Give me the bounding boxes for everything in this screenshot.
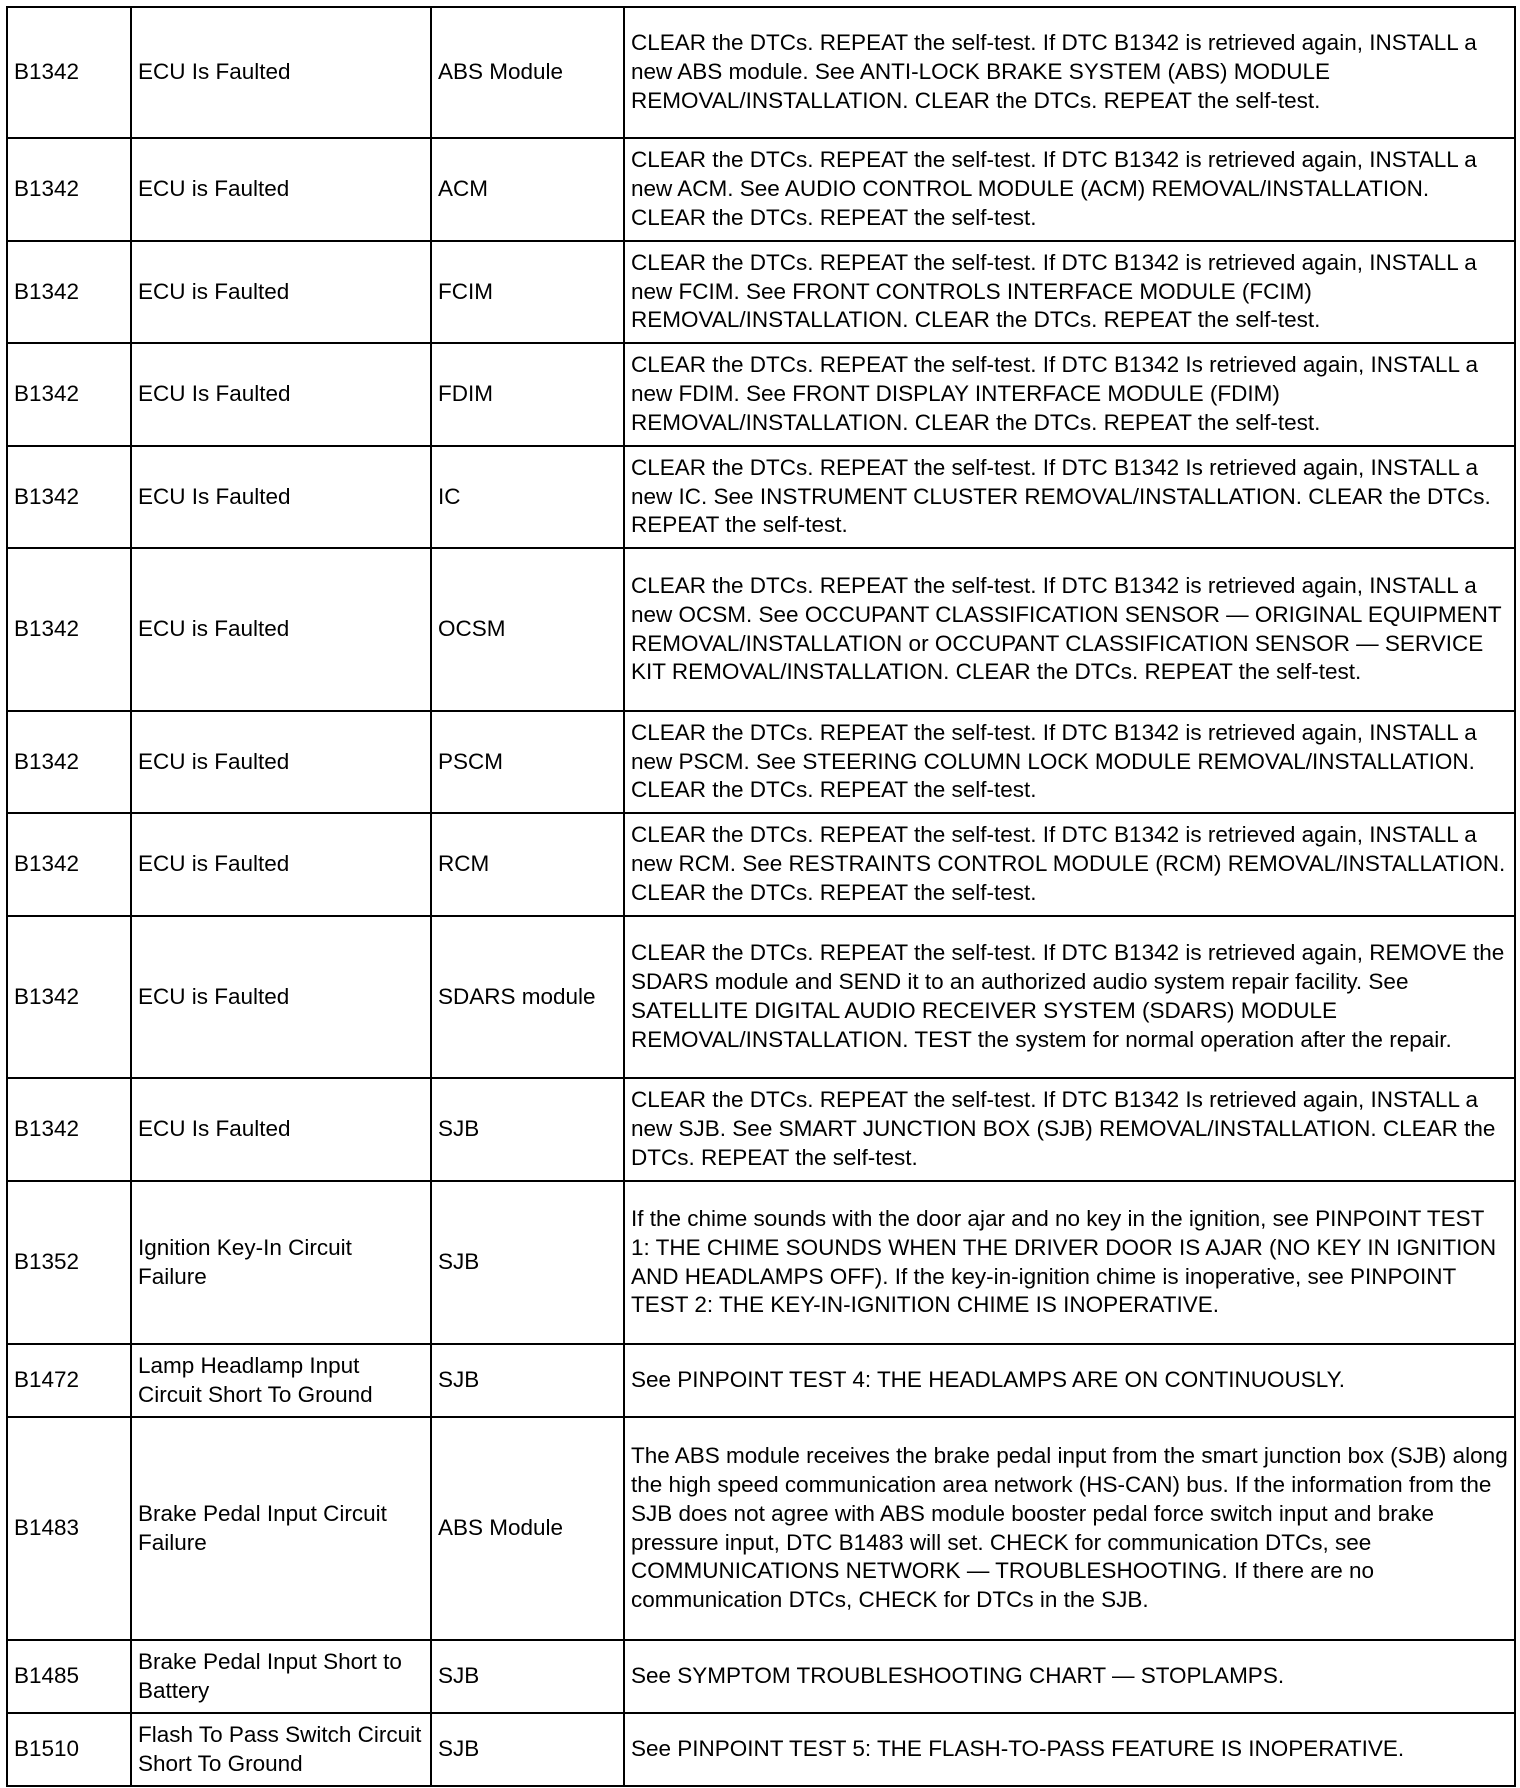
dtc-source: FCIM bbox=[431, 241, 624, 343]
dtc-description: Flash To Pass Switch Circuit Short To Ground bbox=[131, 1713, 431, 1786]
dtc-code: B1342 bbox=[7, 1078, 131, 1181]
dtc-table bbox=[6, 6, 1516, 1787]
dtc-source: FDIM bbox=[431, 343, 624, 446]
dtc-source: IC bbox=[431, 446, 624, 548]
dtc-code: B1510 bbox=[7, 1713, 131, 1786]
dtc-action: CLEAR the DTCs. REPEAT the self-test. If DTC B1342 is retrieved again, INSTALL a new PSCM. See STEERING COLUMN LOCK MODULE REMOVAL/INSTALLATION. CLEAR the DTCs. REPEAT the self-test. bbox=[624, 711, 1515, 813]
dtc-source: SJB bbox=[431, 1181, 624, 1344]
dtc-code: B1483 bbox=[7, 1417, 131, 1640]
dtc-description: ECU is Faulted bbox=[131, 138, 431, 241]
dtc-action: CLEAR the DTCs. REPEAT the self-test. If DTC B1342 is retrieved again, INSTALL a new FCIM. See FRONT CONTROLS INTERFACE MODULE (FCIM) REMOVAL/INSTALLATION. CLEAR the DTCs. REPEAT the self-test. bbox=[624, 241, 1515, 343]
dtc-action: CLEAR the DTCs. REPEAT the self-test. If DTC B1342 is retrieved again, INSTALL a new RCM. See RESTRAINTS CONTROL MODULE (RCM) REMOVAL/INSTALLATION. CLEAR the DTCs. REPEAT the self-test. bbox=[624, 813, 1515, 916]
dtc-description: ECU Is Faulted bbox=[131, 7, 431, 138]
dtc-description: ECU is Faulted bbox=[131, 548, 431, 711]
table-row bbox=[7, 711, 1515, 813]
dtc-description: ECU Is Faulted bbox=[131, 1078, 431, 1181]
dtc-description: ECU is Faulted bbox=[131, 241, 431, 343]
dtc-code: B1342 bbox=[7, 548, 131, 711]
dtc-description: Brake Pedal Input Short to Battery bbox=[131, 1640, 431, 1713]
dtc-description: ECU Is Faulted bbox=[131, 446, 431, 548]
table-row bbox=[7, 241, 1515, 343]
table-row bbox=[7, 446, 1515, 548]
dtc-source: SJB bbox=[431, 1640, 624, 1713]
dtc-source: PSCM bbox=[431, 711, 624, 813]
dtc-code: B1472 bbox=[7, 1344, 131, 1417]
dtc-action: If the chime sounds with the door ajar and no key in the ignition, see PINPOINT TEST 1: THE CHIME SOUNDS WHEN THE DRIVER DOOR IS AJAR (NO KEY IN IGNITION AND HEADLAMPS OFF). If the key-in-ignition chime is inoperative, see PINPOINT TEST 2: THE KEY-IN-IGNITION CHIME IS INOPERATIVE. bbox=[624, 1181, 1515, 1344]
dtc-action: See PINPOINT TEST 5: THE FLASH-TO-PASS FEATURE IS INOPERATIVE. bbox=[624, 1713, 1515, 1786]
dtc-action: CLEAR the DTCs. REPEAT the self-test. If DTC B1342 is retrieved again, REMOVE the SDARS module and SEND it to an authorized audio system repair facility. See SATELLITE DIGITAL AUDIO RECEIVER SYSTEM (SDARS) MODULE REMOVAL/INSTALLATION. TEST the system for normal operation after the repair. bbox=[624, 916, 1515, 1078]
dtc-code: B1352 bbox=[7, 1181, 131, 1344]
dtc-action: CLEAR the DTCs. REPEAT the self-test. If DTC B1342 Is retrieved again, INSTALL a new SJB. See SMART JUNCTION BOX (SJB) REMOVAL/INSTALLATION. CLEAR the DTCs. REPEAT the self-test. bbox=[624, 1078, 1515, 1181]
dtc-source: ACM bbox=[431, 138, 624, 241]
dtc-action: CLEAR the DTCs. REPEAT the self-test. If DTC B1342 is retrieved again, INSTALL a new ACM. See AUDIO CONTROL MODULE (ACM) REMOVAL/INSTALLATION. CLEAR the DTCs. REPEAT the self-test. bbox=[624, 138, 1515, 241]
dtc-code: B1342 bbox=[7, 241, 131, 343]
dtc-code: B1342 bbox=[7, 7, 131, 138]
table-row bbox=[7, 916, 1515, 1078]
dtc-action: CLEAR the DTCs. REPEAT the self-test. If DTC B1342 is retrieved again, INSTALL a new ABS module. See ANTI-LOCK BRAKE SYSTEM (ABS) MODULE REMOVAL/INSTALLATION. CLEAR the DTCs. REPEAT the self-test. bbox=[624, 7, 1515, 138]
table-row bbox=[7, 1417, 1515, 1640]
dtc-code: B1342 bbox=[7, 711, 131, 813]
table-row bbox=[7, 1078, 1515, 1181]
dtc-action: CLEAR the DTCs. REPEAT the self-test. If DTC B1342 Is retrieved again, INSTALL a new IC. See INSTRUMENT CLUSTER REMOVAL/INSTALLATION. CLEAR the DTCs. REPEAT the self-test. bbox=[624, 446, 1515, 548]
dtc-description: Lamp Headlamp Input Circuit Short To Ground bbox=[131, 1344, 431, 1417]
dtc-action: CLEAR the DTCs. REPEAT the self-test. If DTC B1342 is retrieved again, INSTALL a new OCSM. See OCCUPANT CLASSIFICATION SENSOR — ORIGINAL EQUIPMENT REMOVAL/INSTALLATION or OCCUPANT CLASSIFICATION SENSOR — SERVICE KIT REMOVAL/INSTALLATION. CLEAR the DTCs. REPEAT the self-test. bbox=[624, 548, 1515, 711]
dtc-code: B1342 bbox=[7, 343, 131, 446]
dtc-description: Ignition Key-In Circuit Failure bbox=[131, 1181, 431, 1344]
dtc-source: ABS Module bbox=[431, 7, 624, 138]
table-row bbox=[7, 7, 1515, 138]
dtc-description: ECU is Faulted bbox=[131, 813, 431, 916]
dtc-source: SDARS module bbox=[431, 916, 624, 1078]
table-row bbox=[7, 1344, 1515, 1417]
dtc-action: See PINPOINT TEST 4: THE HEADLAMPS ARE ON CONTINUOUSLY. bbox=[624, 1344, 1515, 1417]
dtc-source: RCM bbox=[431, 813, 624, 916]
dtc-description: Brake Pedal Input Circuit Failure bbox=[131, 1417, 431, 1640]
table-row bbox=[7, 343, 1515, 446]
dtc-source: SJB bbox=[431, 1078, 624, 1181]
dtc-description: ECU is Faulted bbox=[131, 711, 431, 813]
table-row bbox=[7, 813, 1515, 916]
dtc-description: ECU Is Faulted bbox=[131, 343, 431, 446]
table-row bbox=[7, 1713, 1515, 1786]
table-row bbox=[7, 548, 1515, 711]
dtc-code: B1342 bbox=[7, 446, 131, 548]
table-row bbox=[7, 1640, 1515, 1713]
dtc-action: The ABS module receives the brake pedal input from the smart junction box (SJB) along the high speed communication area network (HS-CAN) bus. If the information from the SJB does not agree with ABS module booster pedal force switch input and brake pressure input, DTC B1483 will set. CHECK for communication DTCs, see COMMUNICATIONS NETWORK — TROUBLESHOOTING. If there are no communication DTCs, CHECK for DTCs in the SJB. bbox=[624, 1417, 1515, 1640]
dtc-source: SJB bbox=[431, 1344, 624, 1417]
dtc-source: ABS Module bbox=[431, 1417, 624, 1640]
dtc-action: CLEAR the DTCs. REPEAT the self-test. If DTC B1342 Is retrieved again, INSTALL a new FDIM. See FRONT DISPLAY INTERFACE MODULE (FDIM) REMOVAL/INSTALLATION. CLEAR the DTCs. REPEAT the self-test. bbox=[624, 343, 1515, 446]
dtc-table-body bbox=[7, 7, 1515, 1786]
dtc-action: See SYMPTOM TROUBLESHOOTING CHART — STOPLAMPS. bbox=[624, 1640, 1515, 1713]
table-row bbox=[7, 1181, 1515, 1344]
dtc-code: B1485 bbox=[7, 1640, 131, 1713]
dtc-code: B1342 bbox=[7, 813, 131, 916]
dtc-code: B1342 bbox=[7, 138, 131, 241]
dtc-description: ECU is Faulted bbox=[131, 916, 431, 1078]
dtc-source: SJB bbox=[431, 1713, 624, 1786]
dtc-code: B1342 bbox=[7, 916, 131, 1078]
dtc-source: OCSM bbox=[431, 548, 624, 711]
table-row bbox=[7, 138, 1515, 241]
